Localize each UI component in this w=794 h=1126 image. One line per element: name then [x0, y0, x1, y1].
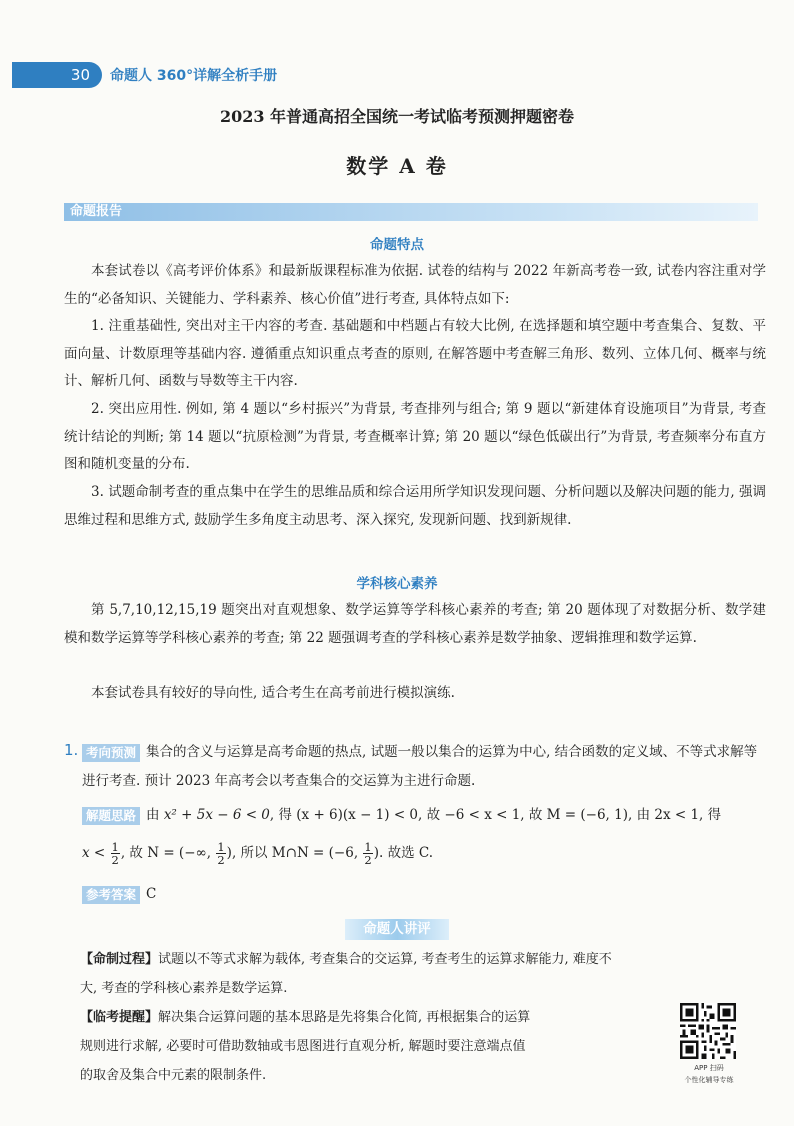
- idea-line2-d: ). 故选 C.: [373, 845, 434, 861]
- process-text-1: 试题以不等式求解为载体, 考查集合的交运算, 考查考生的运算求解能力, 难度不: [158, 952, 612, 967]
- fraction-half-2: $\frac{1}{2}$: [217, 840, 225, 867]
- book-title: 命题人 360°详解全析手册: [110, 68, 278, 84]
- idea-inequality: x² + 5x − 6 < 0: [163, 807, 270, 823]
- process-label: 【命制过程】: [80, 952, 159, 967]
- qr-caption-1: APP 扫码: [694, 1064, 724, 1072]
- process-line-1: [80, 945, 770, 974]
- forecast-text: 集合的含义与运算是高考命题的热点, 试题一般以集合的运算为中心, 结合函数的定义域、不等式求解等进行考查. 预计 2023 年高考会以考查集合的交运算为主进行命题.: [82, 744, 758, 789]
- commentary-title: 命题人讲评: [345, 919, 449, 940]
- subject-title: 数学 A 卷: [346, 154, 448, 178]
- tip-line-1: [80, 1003, 530, 1032]
- solution-idea-line-2: [82, 839, 768, 868]
- features-heading: 命题特点: [370, 237, 424, 253]
- tip-line-3: 的取舍及集合中元素的限制条件.: [80, 1068, 267, 1083]
- report-point-1: 1. 注重基础性, 突出对主干内容的考查. 基础题和中档题占有较大比例, 在选择题和填空题中考查集合、复数、平面向量、计数原理等基础内容. 遵循重点知识重点考查的原则, 在解答题中考查解三角形、数列、立体几何、概率与统计、解析几何、函数与导数等主干内容.: [64, 318, 766, 389]
- answer-value: C: [146, 886, 157, 902]
- report-closing: 本套试卷具有较好的导向性, 适合考生在高考前进行模拟演练.: [91, 685, 455, 701]
- tip-label: 【临考提醒】: [80, 1010, 159, 1025]
- fraction-half-3: $\frac{1}{2}$: [364, 840, 372, 867]
- report-point-2: 2. 突出应用性. 例如, 第 4 题以“乡村振兴”为背景, 考查排列与组合; 第 9 题以“新建体育设施项目”为背景, 考查统计结论的判断; 第 14 题以“抗原检测”为背景, 考查概率计算; 第 20 题以“绿色低碳出行”为背景, 考查频率分布直方图和随机变量的分布.: [64, 401, 766, 472]
- page-header: [12, 62, 277, 88]
- literacy-heading: 学科核心素养: [356, 576, 438, 592]
- idea-line2-b: , 故 N = (−∞,: [120, 845, 216, 861]
- solution-idea-line-1: [82, 801, 768, 830]
- idea-text-c: , 得 (x + 6)(x − 1) < 0, 故 −6 < x < 1, 故 M = (−6, 1), 由 2x < 1, 得: [269, 807, 722, 823]
- tip-line-2: 规则进行求解, 必要时可借助数轴或韦恩图进行直观分析, 解题时要注意端点值: [80, 1039, 526, 1054]
- fraction-half-1: $\frac{1}{2}$: [111, 840, 119, 867]
- forecast-block: [82, 738, 768, 796]
- forecast-tag: 考向预测: [82, 744, 140, 762]
- answer-tag: 参考答案: [82, 886, 140, 904]
- idea-tag: 解题思路: [82, 807, 140, 825]
- answer-block: [82, 880, 768, 909]
- process-line-2: 大, 考查的学科核心素养是数学运算.: [80, 981, 288, 996]
- page-number: 30: [12, 62, 102, 88]
- idea-line2-a: x <: [82, 845, 110, 861]
- idea-line2-c: ), 所以 M∩N = (−6,: [226, 845, 363, 861]
- report-intro: 本套试卷以《高考评价体系》和最新版课程标准为依据. 试卷的结构与 2022 年新高考卷一致, 试卷内容注重对学生的“必备知识、关键能力、学科素养、核心价值”进行考查, 具体特点如下:: [64, 263, 766, 307]
- report-label: 命题报告: [70, 204, 123, 219]
- tip-text-1: 解决集合运算问题的基本思路是先将集合化简, 再根据集合的运算: [158, 1010, 531, 1025]
- idea-text-a: 由: [146, 807, 164, 823]
- exam-title: 2023 年普通高招全国统一考试临考预测押题密卷: [219, 107, 575, 126]
- question-number: 1.: [64, 741, 79, 759]
- report-section-bar: [64, 203, 758, 221]
- literacy-text: 第 5,7,10,12,15,19 题突出对直观想象、数学运算等学科核心素养的考查; 第 20 题体现了对数据分析、数学建模和数学运算等学科核心素养的考查; 第 22 题强调考查的学科核心素养是数学抽象、逻辑推理和数学运算.: [64, 602, 766, 646]
- qr-caption-2: 个性化辅导专练: [684, 1076, 734, 1084]
- qr-code-icon[interactable]: [680, 1003, 736, 1059]
- commentary-title-wrap: [0, 918, 794, 940]
- report-point-3: 3. 试题命制考查的重点集中在学生的思维品质和综合运用所学知识发现问题、分析问题以及解决问题的能力, 强调思维过程和思维方式, 鼓励学生多角度主动思考、深入探究, 发现新问题、找到新规律.: [64, 484, 766, 528]
